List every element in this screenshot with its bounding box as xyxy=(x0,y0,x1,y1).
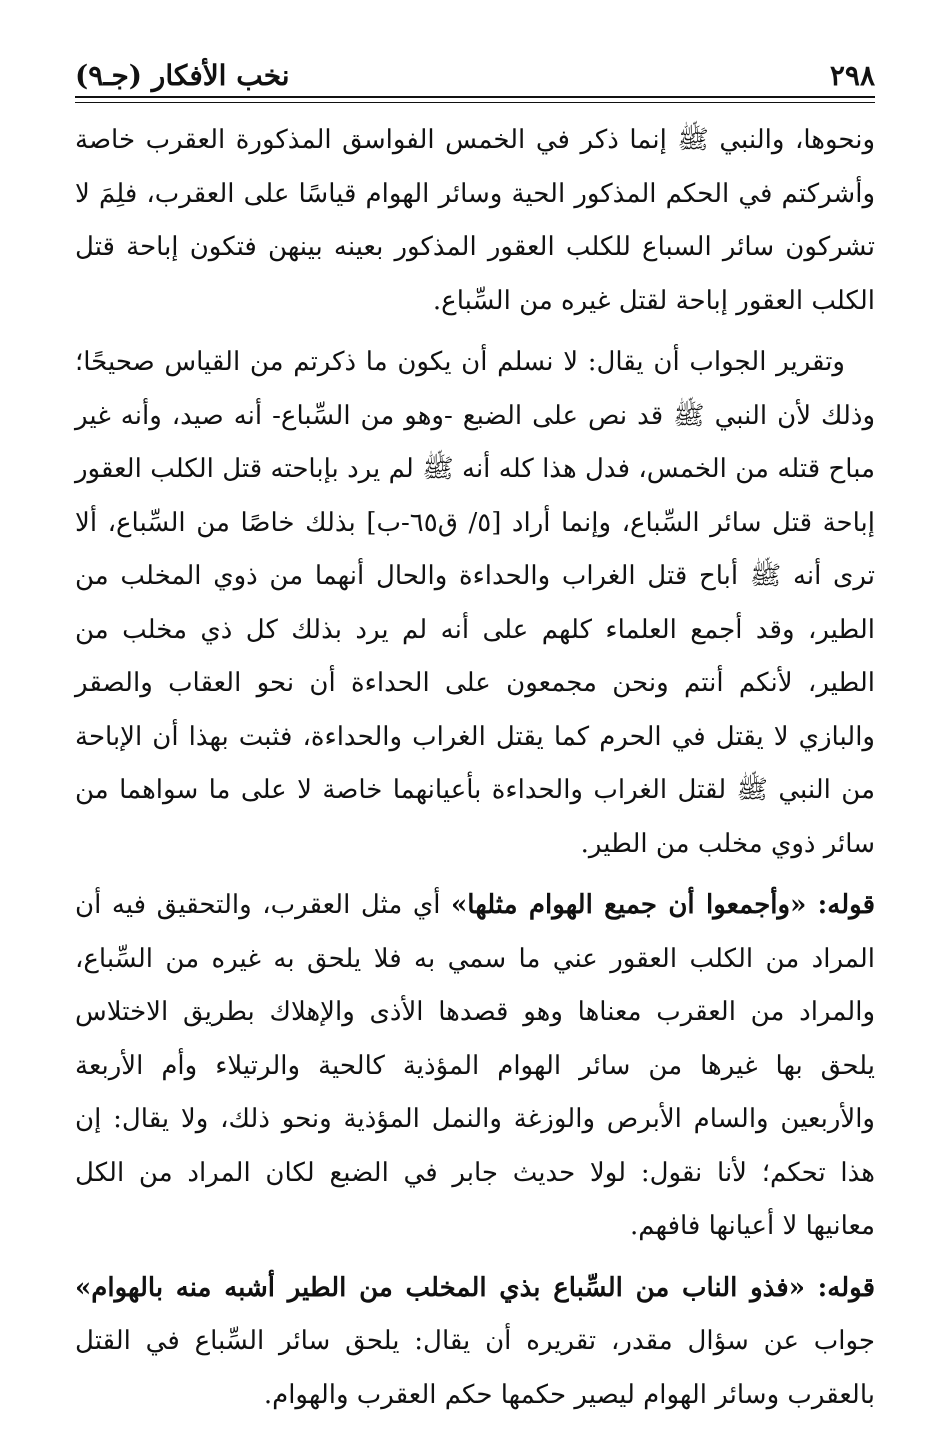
paragraph-3 xyxy=(75,879,875,1254)
paragraph-3-text: أي مثل العقرب، والتحقيق فيه أن المراد من الكلب العقور عني ما سمي به فلا يلحق به غيره من السِّباع، والمراد من العقرب معناها وهو قصدها الأذى والإهلاك بطريق الاختلاس يلحق بها غيرها من سائر الهوام المؤذية كالحية والرتيلاء وأم الأربعة والأربعين والسام الأبرص والوزغة والنمل المؤذية ونحو ذلك، ولا يقال: إن هذا تحكم؛ لأنا نقول: لولا حديث جابر في الضبع لكان المراد من الكل معانيها لا أعيانها فافهم. xyxy=(75,890,875,1241)
header-rule-thin xyxy=(75,102,875,103)
page-header xyxy=(75,52,875,98)
paragraph-4 xyxy=(75,1262,875,1423)
header-rule-thick xyxy=(75,96,875,98)
page-body xyxy=(75,114,875,1430)
paragraph-4-quote: قوله: «فذو الناب من السِّباع بذي المخلب من الطير أشبه منه بالهوام» xyxy=(75,1272,875,1303)
paragraph-2 xyxy=(75,336,875,871)
paragraph-2-text: وتقرير الجواب أن يقال: لا نسلم أن يكون ما ذكرتم من القياس صحيحًا؛ وذلك لأن النبي ﷺ قد نص على الضبع -وهو من السِّباع- أنه صيد، وأنه غير مباح قتله من الخمس، فدل هذا كله أنه ﷺ لم يرد بإباحته قتل الكلب العقور إباحة قتل سائر السِّباع، وإنما أراد [٥/ ق٦٥-ب] بذلك خاصًا من السِّباع، ألا ترى أنه ﷺ أباح قتل الغراب والحداءة والحال أنهما من ذوي المخلب من الطير، وقد أجمع العلماء كلهم على أنه لم يرد بذلك كل ذي مخلب من الطير، لأنكم أنتم ونحن مجمعون على الحداءة أن نحو العقاب والصقر والبازي لا يقتل في الحرم كما يقتل الغراب والحداءة، فثبت بهذا أن الإباحة من النبي ﷺ لقتل الغراب والحداءة بأعيانهما خاصة لا على ما سواهما من سائر ذوي مخلب من الطير. xyxy=(75,347,875,859)
paragraph-1 xyxy=(75,114,875,328)
book-title: نخب الأفكار (جـ٩) xyxy=(75,59,290,92)
page-number: ٢٩٨ xyxy=(829,59,875,92)
paragraph-1-text: ونحوها، والنبي ﷺ إنما ذكر في الخمس الفواسق المذكورة العقرب خاصة وأشركتم في الحكم المذكور الحية وسائر الهوام قياسًا على العقرب، فلِمَ لا تشركون سائر السباع للكلب العقور المذكور بعينه بينهن فتكون إباحة قتل الكلب العقور إباحة لقتل غيره من السِّباع. xyxy=(75,125,875,316)
paragraph-3-quote: قوله: «وأجمعوا أن جميع الهوام مثلها» xyxy=(451,890,875,920)
paragraph-4-text: جواب عن سؤال مقدر، تقريره أن يقال: يلحق سائر السِّباع في القتل بالعقرب وسائر الهوام ليصير حكمها حكم العقرب والهوام. xyxy=(75,1326,875,1410)
